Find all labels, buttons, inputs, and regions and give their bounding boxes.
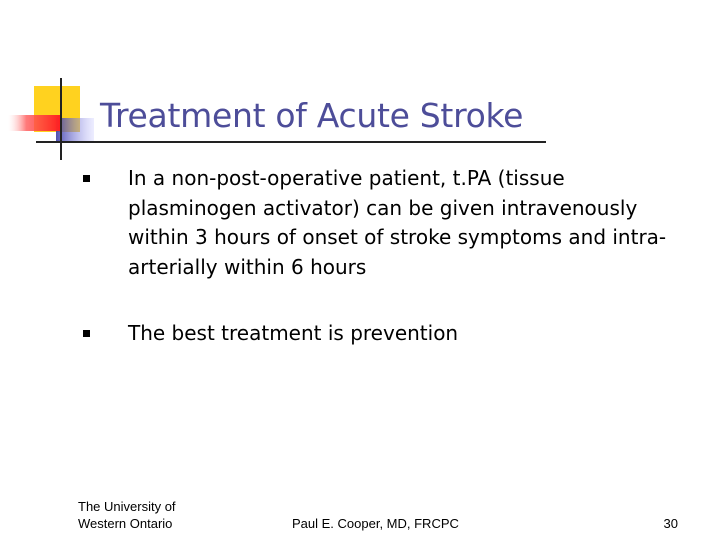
title-underline	[36, 141, 546, 143]
red-bar-shape	[8, 115, 60, 131]
vertical-rule-shape	[60, 78, 62, 160]
bullet-square-icon	[83, 175, 90, 182]
footer-institution: The University of Western Ontario	[78, 499, 176, 531]
footer-author: Paul E. Cooper, MD, FRCPC	[292, 516, 459, 531]
page-number: 30	[663, 516, 678, 531]
slide-decoration	[0, 0, 130, 170]
slide-title: Treatment of Acute Stroke	[100, 96, 524, 135]
bullet-text: The best treatment is prevention	[128, 321, 459, 345]
bullet-text: In a non-post-operative patient, t.PA (tissue plasminogen activator) can be given intravenously within 3 hours of onset of stroke symptoms and intra- arterially within 6 hours	[128, 166, 667, 279]
bullet-square-icon	[83, 330, 90, 337]
